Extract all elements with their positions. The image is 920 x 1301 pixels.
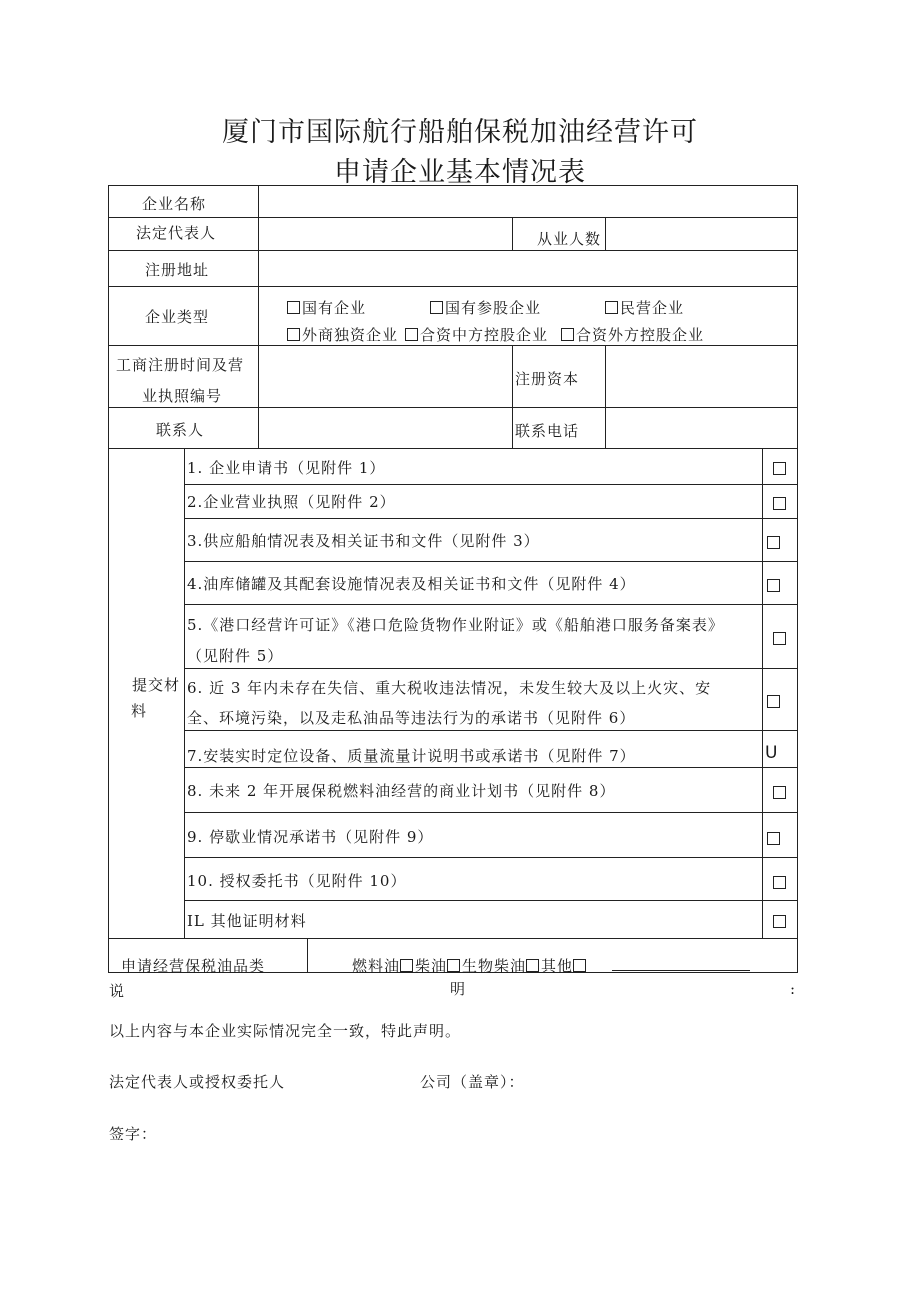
material-checkbox-3[interactable] [767,536,780,549]
material-item-2: 2.企业营业执照（见附件 2） [187,493,396,511]
document-title-line1: 厦门市国际航行船舶保税加油经营许可 [222,117,698,148]
contact-label: 联系人 [156,421,205,439]
statement-colon: : [790,980,797,998]
company-name-label: 企业名称 [142,195,207,213]
checkbox-icon[interactable] [447,959,460,972]
material-checkbox-11[interactable] [773,915,786,928]
checkbox-icon[interactable] [605,301,618,314]
material-checkbox-10[interactable] [773,876,786,889]
checkbox-icon[interactable] [526,959,539,972]
material-item-6-line2: 全、环境污染，以及走私油品等违法行为的承诺书（见附件 6） [187,709,636,727]
oil-type-label: 申请经营保税油品类 [121,957,266,975]
material-item-4: 4.油库储罐及其配套设施情况表及相关证书和文件（见附件 4） [187,575,636,593]
oil-type-options [352,955,588,976]
material-checkbox-8[interactable] [773,786,786,799]
checkbox-icon[interactable] [405,328,418,341]
legal-rep-label: 法定代表人 [136,224,217,242]
material-checkbox-2[interactable] [773,497,786,510]
material-item-8: 8. 未来 2 年开展保税燃料油经营的商业计划书（见附件 8） [187,782,616,800]
signature-label: 签字： [109,1125,158,1143]
reg-time-label-line2: 业执照编号 [142,387,223,405]
statement-text: 以上内容与本企业实际情况完全一致，特此声明。 [109,1022,462,1040]
phone-label: 联系电话 [515,422,580,440]
statement-shuo: 说 [109,982,126,1000]
material-item-11: IL 其他证明材料 [187,912,307,930]
material-checkbox-7[interactable]: U [765,743,779,763]
type-option-jv-foreign[interactable]: 合资外方控股企业 [561,324,704,345]
type-option-foreign[interactable]: 外商独资企业 [287,324,398,345]
material-item-5-line1: 5.《港口经营许可证》《港口危险货物作业附证》或《船舶港口服务备案表》 [187,616,724,634]
material-checkbox-5[interactable] [773,632,786,645]
oil-option-fuel: 燃料油 [352,957,401,975]
type-option-private[interactable]: 民营企业 [605,297,684,318]
other-oil-blank[interactable] [612,970,750,971]
oil-option-diesel: 柴油 [415,957,448,975]
material-item-9: 9. 停歇业情况承诺书（见附件 9） [187,828,434,846]
oil-option-biodiesel: 生物柴油 [462,957,527,975]
material-checkbox-6[interactable] [767,695,780,708]
employees-label: 从业人数 [537,230,602,248]
material-item-10: 10. 授权委托书（见附件 10） [187,872,407,890]
company-type-label: 企业类型 [145,308,210,326]
checkbox-icon[interactable] [561,328,574,341]
material-checkbox-9[interactable] [767,832,780,845]
sign-legal-rep-label: 法定代表人或授权委托人 [109,1073,286,1091]
material-item-7: 7.安装实时定位设备、质量流量计说明书或承诺书（见附件 7） [187,747,636,765]
type-option-state-owned[interactable]: 国有企业 [287,297,366,318]
material-checkbox-1[interactable] [773,462,786,475]
material-item-6-line1: 6. 近 3 年内未存在失信、重大税收违法情况，未发生较大及以上火灾、安 [187,679,712,697]
material-item-1: 1. 企业申请书（见附件 1） [187,459,386,477]
checkbox-icon[interactable] [430,301,443,314]
statement-ming: 明 [450,980,467,998]
material-item-5-line2: （见附件 5） [187,647,284,665]
reg-time-label-line1: 工商注册时间及营 [116,356,245,374]
company-seal-label: 公司（盖章）： [420,1073,525,1091]
checkbox-icon[interactable] [287,328,300,341]
reg-capital-label: 注册资本 [515,370,580,388]
materials-label-line2: 料 [131,702,148,720]
address-label: 注册地址 [145,261,210,279]
material-item-3: 3.供应船舶情况表及相关证书和文件（见附件 3） [187,532,540,550]
checkbox-icon[interactable] [287,301,300,314]
material-checkbox-4[interactable] [767,579,780,592]
oil-option-other: 其他 [541,957,574,975]
checkbox-icon[interactable] [400,959,413,972]
type-option-state-shareholding[interactable]: 国有参股企业 [430,297,541,318]
materials-label-line1: 提交材 [132,676,181,694]
type-option-jv-chinese[interactable]: 合资中方控股企业 [405,324,548,345]
document-title-line2: 申请企业基本情况表 [334,157,586,188]
checkbox-icon[interactable] [573,959,586,972]
